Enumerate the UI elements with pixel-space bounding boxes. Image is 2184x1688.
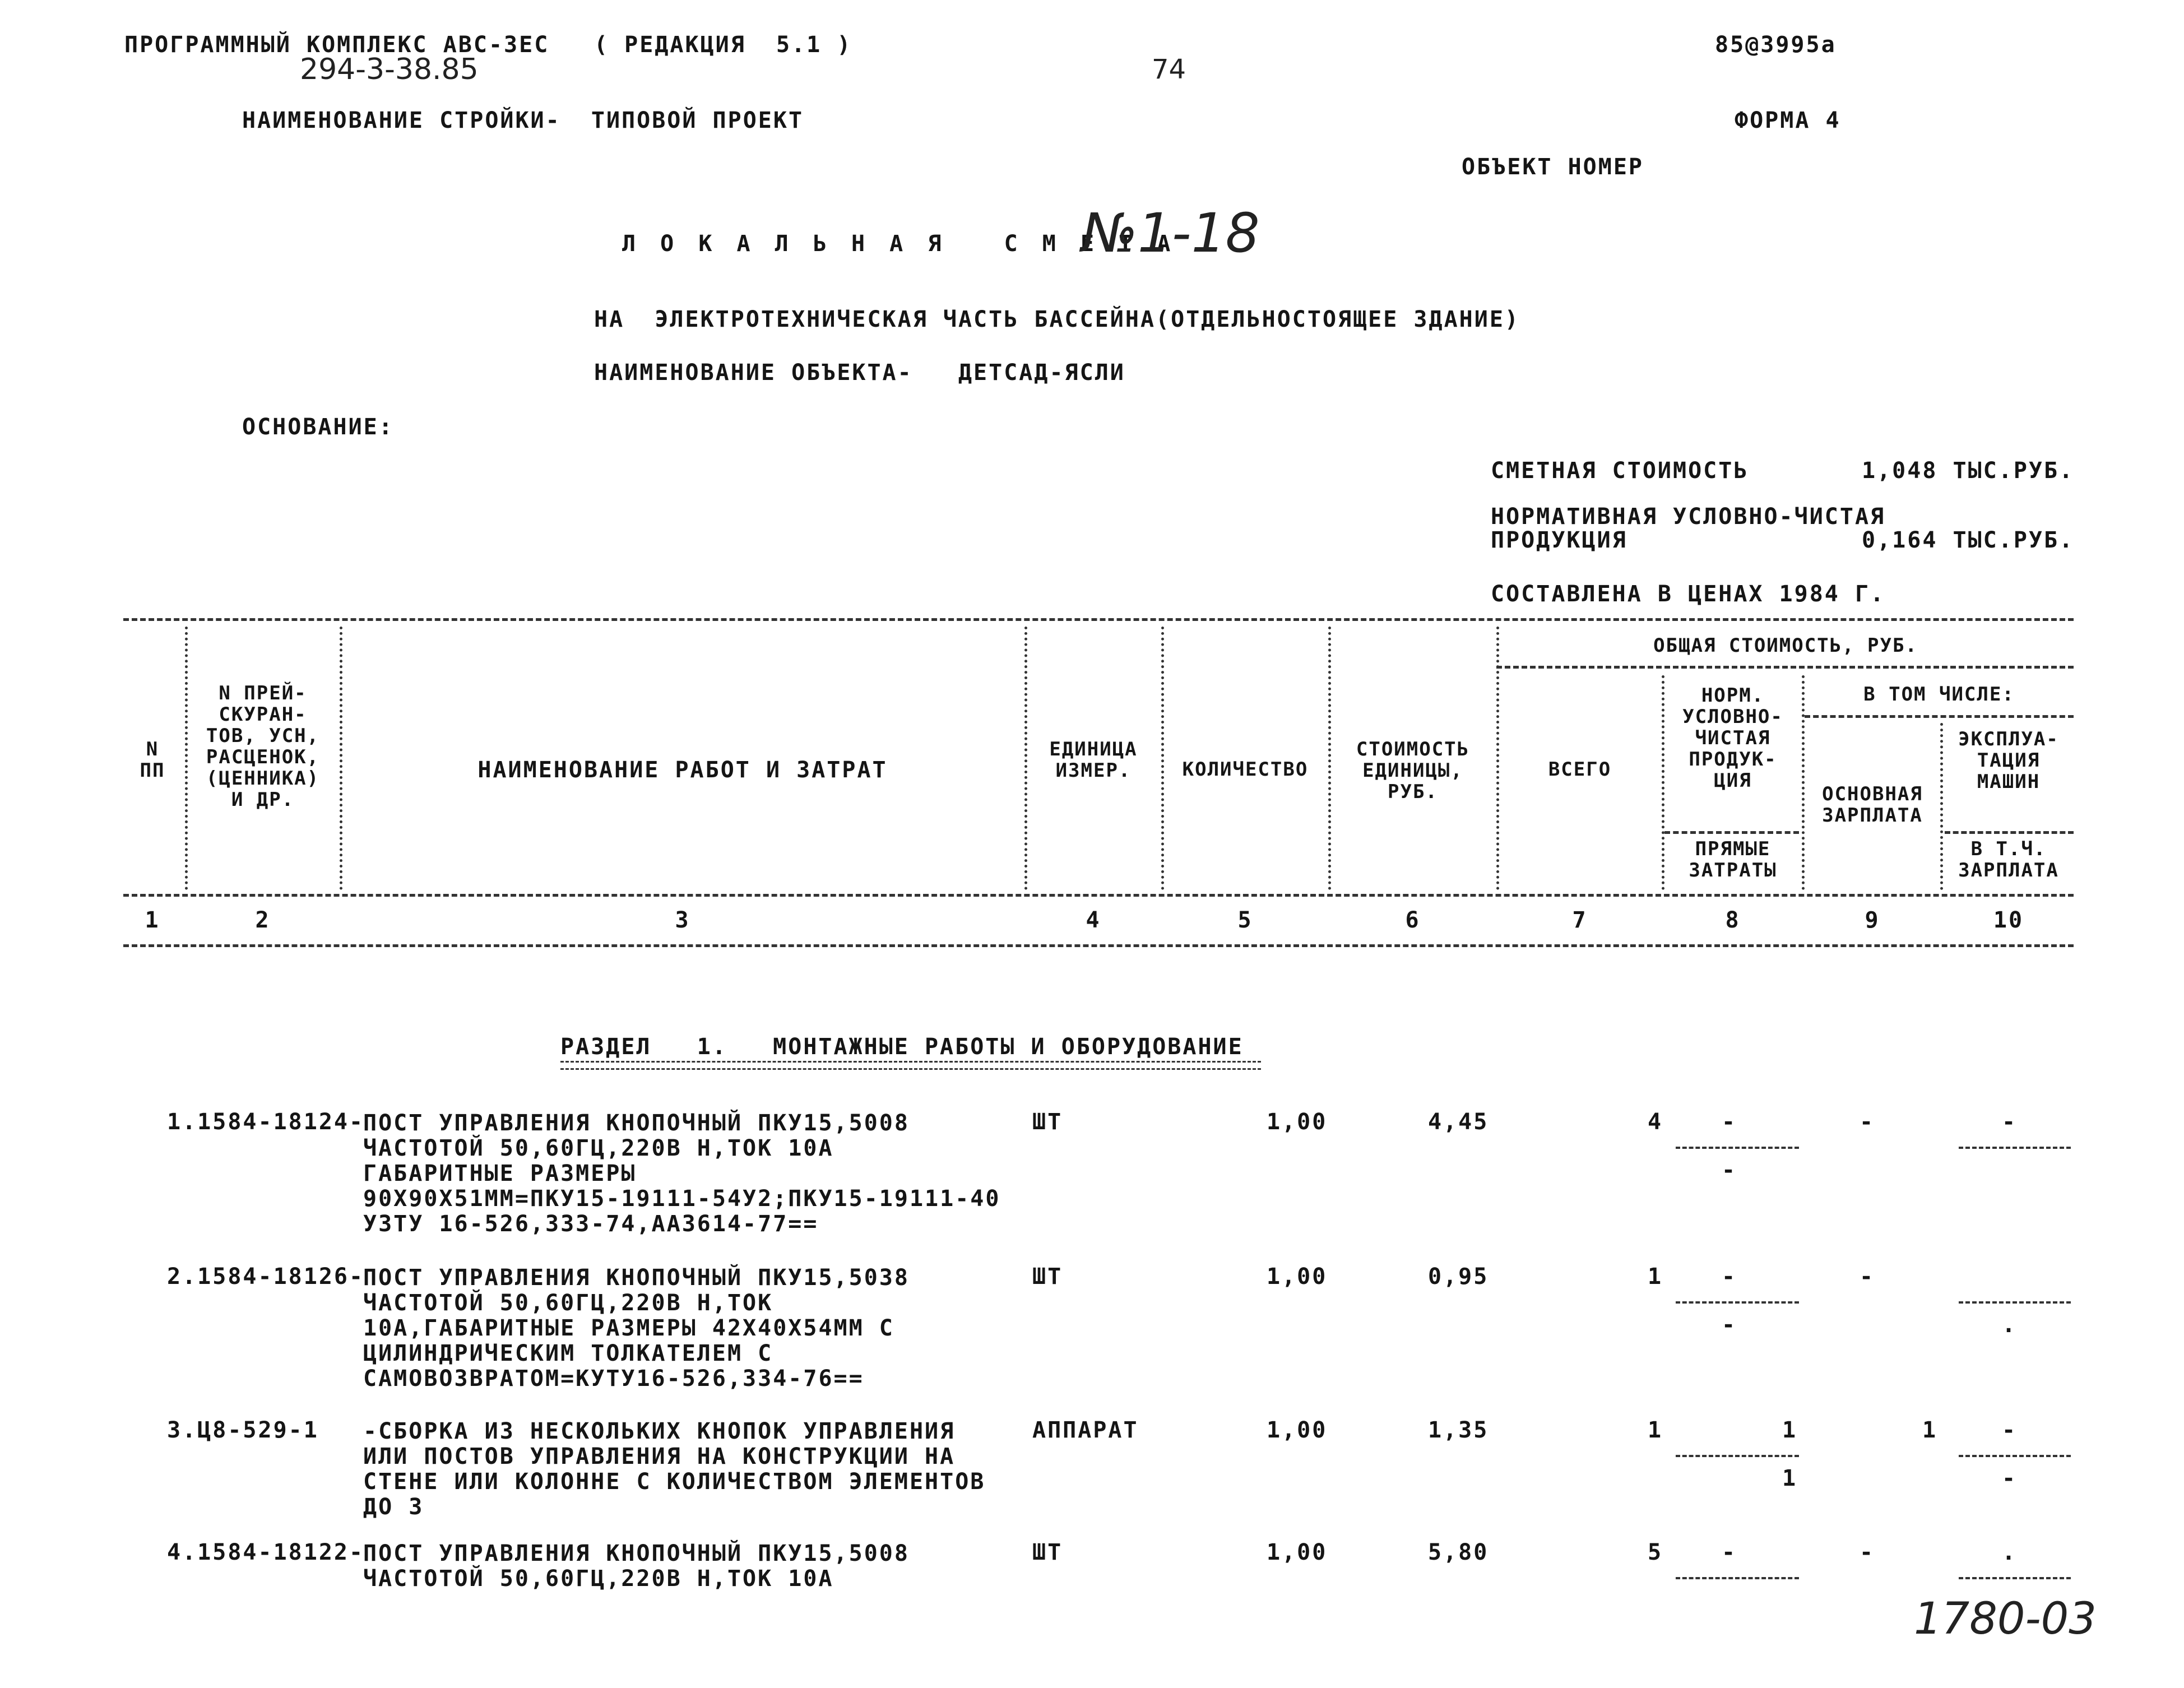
section-title: РАЗДЕЛ 1. МОНТАЖНЫЕ РАБОТЫ И ОБОРУДОВАНИЕ xyxy=(560,1034,1244,1060)
prices-year: СОСТАВЛЕНА В ЦЕНАХ 1984 Г. xyxy=(1491,581,1886,607)
col-number: 9 xyxy=(1865,907,1880,933)
object-name: НАИМЕНОВАНИЕ ОБЪЕКТА- ДЕТСАД-ЯСЛИ xyxy=(594,360,1125,386)
col-sep xyxy=(1802,675,1805,890)
row-split-rule xyxy=(1959,1301,2071,1304)
row-desc: ПОСТ УПРАВЛЕНИЯ КНОПОЧНЫЙ ПКУ15,5008 ЧАСТОТОЙ 50,60ГЦ,220В Н,ТОК 10А ГАБАРИТНЫЕ РАЗМЕРЫ 90Х90Х51ММ=ПКУ15-19111-54У2;ПКУ15-19111-40 УЗТУ 16-526,333-74,АА3614-77== xyxy=(363,1110,1001,1237)
row-split-rule xyxy=(1959,1147,2071,1149)
row-unit: ШТ xyxy=(1032,1109,1063,1135)
row-split-rule xyxy=(1676,1147,1799,1149)
object-number: ОБЪЕКТ НОМЕР xyxy=(1462,154,1644,180)
col-number: 2 xyxy=(255,907,271,933)
col-sep xyxy=(185,627,188,890)
row-price: 5,80 xyxy=(1428,1539,1489,1565)
row-split-rule xyxy=(1676,1577,1799,1579)
row-qty: 1,00 xyxy=(1267,1539,1328,1565)
row-qty: 1,00 xyxy=(1267,1417,1328,1443)
col-header-10b: В Т.Ч. ЗАРПЛАТА xyxy=(1958,838,2059,882)
form-label: ФОРМА 4 xyxy=(1735,108,1841,133)
row-norm: - xyxy=(1722,1539,1737,1565)
row-desc: ПОСТ УПРАВЛЕНИЯ КНОПОЧНЫЙ ПКУ15,5008 ЧАСТОТОЙ 50,60ГЦ,220В Н,ТОК 10А xyxy=(363,1541,910,1592)
row-split-rule xyxy=(1676,1455,1799,1457)
col-number: 1 xyxy=(145,907,160,933)
col-header-9: ОСНОВНАЯ ЗАРПЛАТА xyxy=(1822,783,1923,827)
col8-split-rule xyxy=(1664,831,1799,834)
basis-label: ОСНОВАНИЕ: xyxy=(242,414,394,440)
row-ref: 1.1584-18124- xyxy=(167,1109,365,1135)
row-total: 1 xyxy=(1648,1417,1663,1443)
project-code: 294-3-38.85 xyxy=(300,53,479,86)
row-split-rule xyxy=(1959,1455,2071,1457)
estimate-subject: НА ЭЛЕКТРОТЕХНИЧЕСКАЯ ЧАСТЬ БАССЕЙНА(ОТДЕЛЬНОСТОЯЩЕЕ ЗДАНИЕ) xyxy=(594,307,1520,332)
col-header-1: N ПП xyxy=(140,738,165,782)
row-norm: - xyxy=(1722,1264,1737,1290)
row-unit: АППАРАТ xyxy=(1032,1417,1139,1443)
edition: ( РЕДАКЦИЯ 5.1 ) xyxy=(594,32,852,58)
col-number: 8 xyxy=(1725,907,1741,933)
row-price: 4,45 xyxy=(1428,1109,1489,1135)
row-unit: ШТ xyxy=(1032,1539,1063,1565)
row-ref: 3.Ц8-529-1 xyxy=(167,1417,319,1443)
col-header-2: N ПРЕЙ- СКУРАН- ТОВ, УСН, РАСЦЕНОК, (ЦЕННИКА) И ДР. xyxy=(206,682,320,811)
col-number: 3 xyxy=(675,907,690,933)
row-ref: 4.1584-18122- xyxy=(167,1539,365,1565)
cost-value: 1,048 ТЫС.РУБ. xyxy=(1862,458,2075,484)
col10-split-rule xyxy=(1945,831,2074,834)
document-title: Л О К А Л Ь Н А Я С М Е Т А xyxy=(622,231,1176,257)
row-norm: - xyxy=(1722,1109,1737,1135)
doc-code: 85@3995а xyxy=(1715,32,1837,58)
construction-name: НАИМЕНОВАНИЕ СТРОЙКИ- ТИПОВОЙ ПРОЕКТ xyxy=(242,108,804,133)
norm-label-1: НОРМАТИВНАЯ УСЛОВНО-ЧИСТАЯ xyxy=(1491,504,1886,530)
archive-code: 1780-03 xyxy=(1914,1594,2097,1644)
col-sep xyxy=(340,627,342,890)
row-wage: 1 xyxy=(1922,1417,1938,1443)
row-direct: - xyxy=(1722,1312,1737,1338)
row-desc: ПОСТ УПРАВЛЕНИЯ КНОПОЧНЫЙ ПКУ15,5038 ЧАСТОТОЙ 50,60ГЦ,220В Н,ТОК 10А,ГАБАРИТНЫЕ РАЗМЕРЫ 42Х40Х54ММ С ЦИЛИНДРИЧЕСКИМ ТОЛКАТЕЛЕМ С САМОВОЗВРАТОМ=КУТУ16-526,334-76== xyxy=(363,1265,910,1392)
col-header-3: НАИМЕНОВАНИЕ РАБОТ И ЗАТРАТ xyxy=(477,757,888,783)
row-mach: - xyxy=(2002,1417,2018,1443)
col-number: 10 xyxy=(1993,907,2024,933)
col-number: 6 xyxy=(1405,907,1421,933)
row-qty: 1,00 xyxy=(1267,1109,1328,1135)
col-header-5: КОЛИЧЕСТВО xyxy=(1182,758,1309,781)
row-wage: - xyxy=(1860,1109,1875,1135)
row-mach: - xyxy=(2002,1109,2018,1135)
group-rule xyxy=(1496,666,2074,669)
cost-label: СМЕТНАЯ СТОИМОСТЬ xyxy=(1491,458,1749,484)
col-header-6: СТОИМОСТЬ ЕДИНИЦЫ, РУБ. xyxy=(1356,738,1470,803)
col-number: 4 xyxy=(1086,907,1101,933)
row-total: 1 xyxy=(1648,1264,1663,1290)
col-sep xyxy=(1161,627,1164,890)
row-mach-wage: . xyxy=(2002,1312,2018,1338)
col-header-8a: НОРМ. УСЛОВНО- ЧИСТАЯ ПРОДУК- ЦИЯ xyxy=(1682,684,1783,792)
row-price: 1,35 xyxy=(1428,1417,1489,1443)
col-sep xyxy=(1662,675,1664,890)
col-sep xyxy=(1940,723,1943,890)
row-mach: . xyxy=(2002,1539,2018,1565)
row-desc: -СБОРКА ИЗ НЕСКОЛЬКИХ КНОПОК УПРАВЛЕНИЯ ИЛИ ПОСТОВ УПРАВЛЕНИЯ НА КОНСТРУКЦИИ НА СТЕНЕ ИЛИ КОЛОННЕ С КОЛИЧЕСТВОМ ЭЛЕМЕНТОВ ДО 3 xyxy=(363,1418,986,1520)
row-unit: ШТ xyxy=(1032,1264,1063,1290)
row-norm: 1 xyxy=(1782,1417,1798,1443)
col-header-8b: ПРЯМЫЕ ЗАТРАТЫ xyxy=(1689,838,1777,882)
group-header-total: ОБЩАЯ СТОИМОСТЬ, РУБ. xyxy=(1653,634,1918,657)
row-ref: 2.1584-18126- xyxy=(167,1264,365,1290)
row-qty: 1,00 xyxy=(1267,1264,1328,1290)
col-header-7: ВСЕГО xyxy=(1548,758,1612,781)
estimate-number: №1-18 xyxy=(1082,202,1260,265)
norm-label-2: ПРОДУКЦИЯ xyxy=(1491,527,1627,553)
row-wage: - xyxy=(1860,1264,1875,1290)
row-total: 5 xyxy=(1648,1539,1663,1565)
row-split-rule xyxy=(1676,1301,1799,1304)
norm-value: 0,164 ТЫС.РУБ. xyxy=(1862,527,2075,553)
col-header-4: ЕДИНИЦА ИЗМЕР. xyxy=(1049,738,1138,782)
col-sep xyxy=(1328,627,1331,890)
page-number: 74 xyxy=(1152,54,1186,85)
section-underline xyxy=(560,1061,1261,1070)
program-name: ПРОГРАММНЫЙ КОМПЛЕКС АВС-ЗЕС xyxy=(124,32,550,58)
col-number: 5 xyxy=(1237,907,1253,933)
numbers-bottom-rule xyxy=(123,944,2074,947)
col-sep xyxy=(1496,627,1499,890)
col-sep xyxy=(1024,627,1027,890)
header-bottom-rule xyxy=(123,894,2074,897)
row-total: 4 xyxy=(1648,1109,1663,1135)
row-direct: - xyxy=(1722,1157,1737,1183)
row-direct: 1 xyxy=(1782,1466,1798,1491)
row-price: 0,95 xyxy=(1428,1264,1489,1290)
incl-rule xyxy=(1805,715,2074,718)
col-number: 7 xyxy=(1572,907,1588,933)
incl-header: В ТОМ ЧИСЛЕ: xyxy=(1863,683,2015,706)
table-top-rule xyxy=(123,618,2074,621)
row-split-rule xyxy=(1959,1577,2071,1579)
row-wage: - xyxy=(1860,1539,1875,1565)
row-mach-wage: - xyxy=(2002,1466,2018,1491)
col-header-10a: ЭКСПЛУА- ТАЦИЯ МАШИН xyxy=(1958,728,2059,793)
